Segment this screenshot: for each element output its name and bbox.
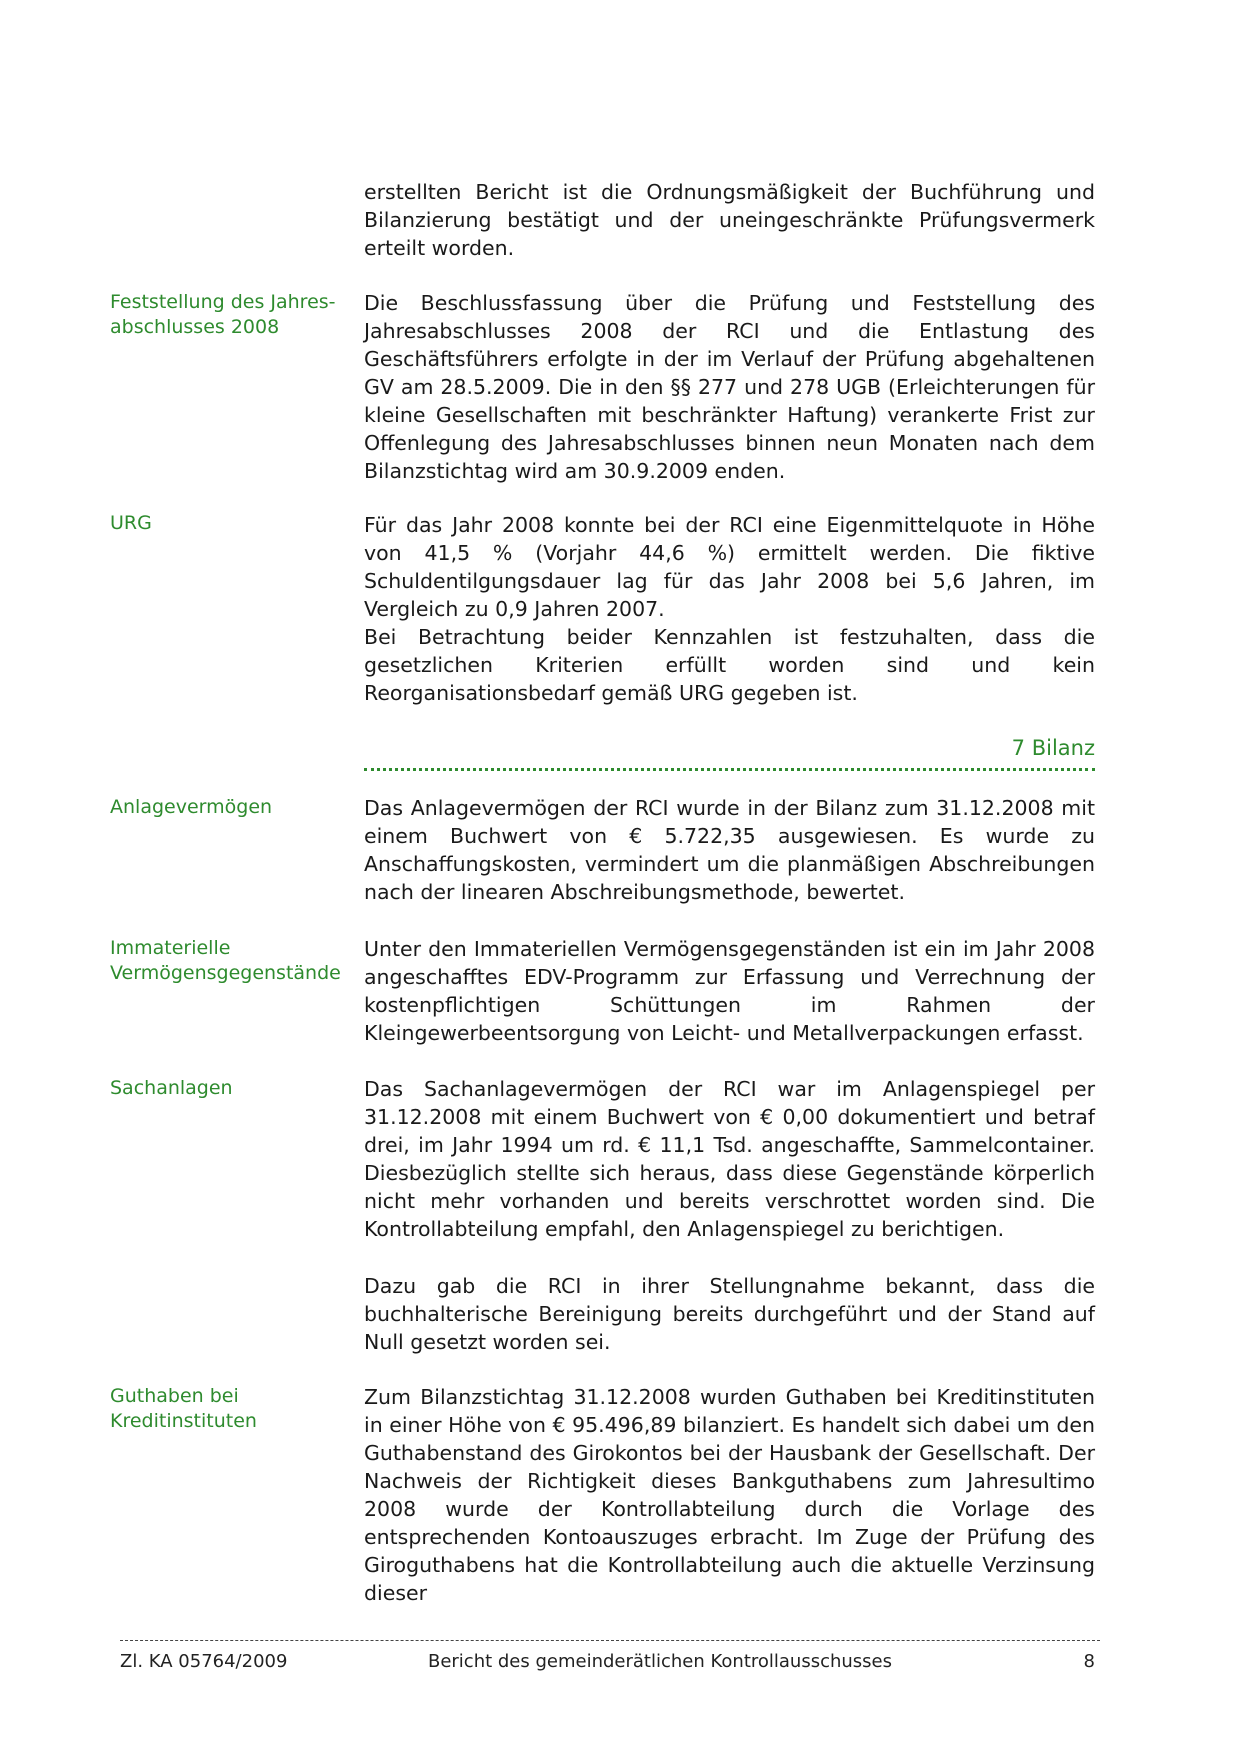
paragraph-feststellung bbox=[364, 289, 1095, 485]
margin-label-line: Sachanlagen bbox=[110, 1077, 233, 1099]
footer-reference: Zl. KA 05764/2009 bbox=[120, 1651, 288, 1672]
margin-label-line: abschlusses 2008 bbox=[110, 316, 280, 338]
margin-label-anlagevermoegen bbox=[110, 795, 350, 820]
margin-label-immaterielle bbox=[110, 936, 350, 986]
margin-label-line: Anlagevermögen bbox=[110, 796, 273, 818]
margin-label-line: URG bbox=[110, 512, 152, 534]
paragraph-anlagevermoegen bbox=[364, 794, 1095, 906]
margin-label-line: Feststellung des Jahres- bbox=[110, 291, 336, 313]
paragraph-bericht-bestaetigung bbox=[364, 178, 1095, 262]
page-number: 8 bbox=[1083, 1651, 1095, 1672]
paragraph-text: Unter den Immateriellen Vermögensgegenständen ist ein im Jahr 2008 angeschafftes EDV-Programm zur Erfassung und Verrechnung der kostenpflichtigen Schüttungen im Rahmen der Kleingewerbeentsorgung von Leicht- und Metallverpackungen erfasst. bbox=[364, 937, 1095, 1045]
paragraph-immaterielle bbox=[364, 935, 1095, 1047]
paragraph-sachanlagen bbox=[364, 1075, 1095, 1243]
paragraph-text: Bei Betrachtung beider Kennzahlen ist festzuhalten, dass die gesetzlichen Kriterien erfüllt worden sind und kein Reorganisationsbedarf gemäß URG gegeben ist. bbox=[364, 625, 1095, 705]
paragraph-guthaben bbox=[364, 1383, 1095, 1607]
margin-label-urg bbox=[110, 511, 350, 536]
paragraph-text: Das Anlagevermögen der RCI wurde in der Bilanz zum 31.12.2008 mit einem Buchwert von € 5.722,35 ausgewiesen. Es wurde zu Anschaffungskosten, vermindert um die planmäßigen Abschreibungen nach der linearen Abschreibungsmethode, bewertet. bbox=[364, 796, 1095, 904]
paragraph-stellungnahme bbox=[364, 1272, 1095, 1356]
margin-label-line: Kreditinstituten bbox=[110, 1410, 257, 1432]
margin-label-line: Guthaben bei bbox=[110, 1385, 239, 1407]
margin-label-line: Vermögensgegenstände bbox=[110, 962, 341, 984]
section-heading-bilanz: 7 Bilanz bbox=[1011, 736, 1095, 760]
footer-title: Bericht des gemeinderätlichen Kontrollausschusses bbox=[427, 1651, 893, 1672]
paragraph-text: Dazu gab die RCI in ihrer Stellungnahme bekannt, dass die buchhalterische Bereinigung bereits durchgeführt und der Stand auf Null gesetzt worden sei. bbox=[364, 1274, 1095, 1354]
paragraph-text: Zum Bilanzstichtag 31.12.2008 wurden Guthaben bei Kreditinstituten in einer Höhe von € 95.496,89 bilanziert. Es handelt sich dabei um den Guthabenstand des Girokontos bei der Hausbank der Gesellschaft. Der Nachweis der Richtigkeit dieses Bankguthabens zum Jahresultimo 2008 wurde der Kontrollabteilung durch die Vorlage des entsprechenden Kontoauszuges erbracht. Im Zuge der Prüfung des Giroguthabens hat die Kontrollabteilung auch die aktuelle Verzinsung dieser bbox=[364, 1385, 1095, 1605]
margin-label-feststellung bbox=[110, 290, 350, 340]
margin-label-line: Immaterielle bbox=[110, 937, 231, 959]
margin-label-guthaben bbox=[110, 1384, 350, 1434]
footer-divider bbox=[120, 1640, 1100, 1641]
paragraph-text: Für das Jahr 2008 konnte bei der RCI eine Eigenmittelquote in Höhe von 41,5 % (Vorjahr 44,6 %) ermittelt werden. Die fiktive Schuldentilgungsdauer lag für das Jahr 2008 bei 5,6 Jahren, im Vergleich zu 0,9 Jahren 2007. bbox=[364, 513, 1095, 621]
paragraph-text: Die Beschlussfassung über die Prüfung und Feststellung des Jahresabschlusses 2008 der RCI und die Entlastung des Geschäftsführers erfolgte in der im Verlauf der Prüfung abgehaltenen GV am 28.5.2009. Die in den §§ 277 und 278 UGB (Erleichterungen für kleine Gesellschaften mit beschränkter Haftung) verankerte Frist zur Offenlegung des Jahresabschlusses binnen neun Monaten nach dem Bilanzstichtag wird am 30.9.2009 enden. bbox=[364, 291, 1095, 483]
paragraph-text: Das Sachanlagevermögen der RCI war im Anlagenspiegel per 31.12.2008 mit einem Buchwert von € 0,00 dokumentiert und betraf drei, im Jahr 1994 um rd. € 11,1 Tsd. angeschaffte, Sammelcontainer. Diesbezüglich stellte sich heraus, dass diese Gegenstände körperlich nicht mehr vorhanden und bereits verschrottet worden sind. Die Kontrollabteilung empfahl, den Anlagenspiegel zu berichtigen. bbox=[364, 1077, 1095, 1241]
margin-label-sachanlagen bbox=[110, 1076, 350, 1101]
paragraph-text: erstellten Bericht ist die Ordnungsmäßigkeit der Buchführung und Bilanzierung bestätigt und der uneingeschränkte Prüfungsvermerk erteilt worden. bbox=[364, 180, 1095, 260]
section-divider bbox=[364, 768, 1095, 771]
paragraph-urg bbox=[364, 511, 1095, 707]
